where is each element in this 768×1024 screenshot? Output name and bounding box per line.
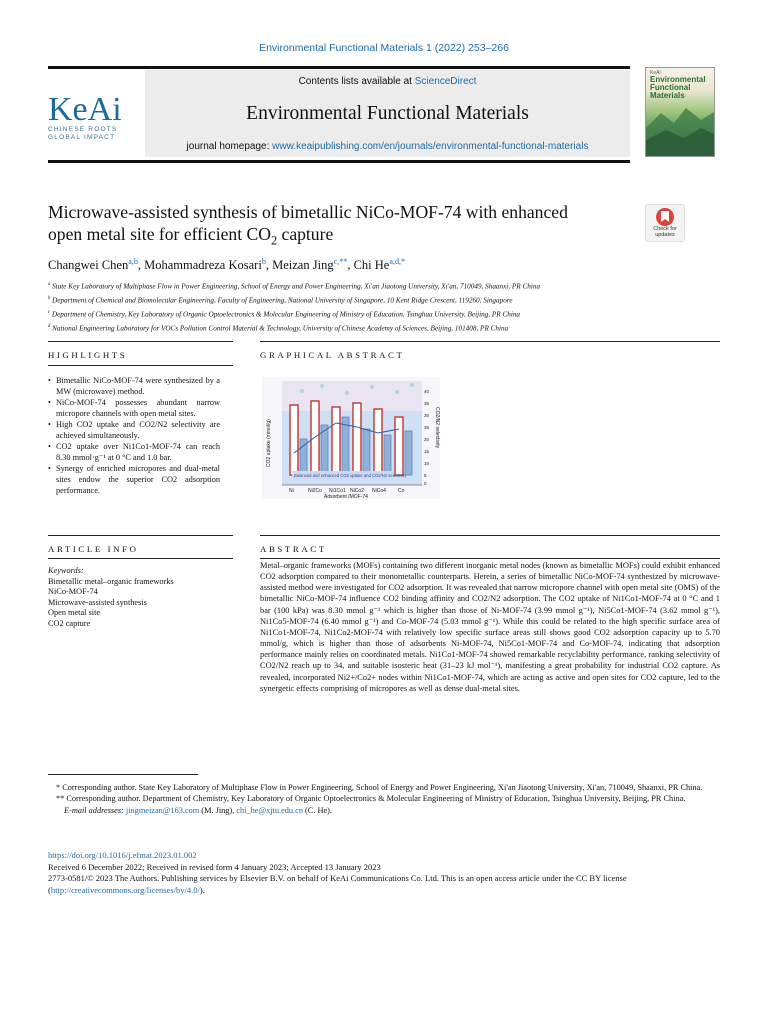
ga-caption: Balanced and enhanced CO2 uptake and CO2/N2 selectivity	[294, 473, 407, 478]
author-affil-sup[interactable]: a,b	[128, 257, 138, 266]
ga-rtick: 0	[424, 481, 427, 486]
author-name[interactable]: Mohammadreza Kosari	[144, 258, 262, 273]
footnote-item	[48, 782, 720, 793]
affiliation-key: c	[48, 309, 51, 315]
license-close: ).	[199, 884, 205, 895]
footnote-item	[48, 793, 720, 804]
homepage-label: journal homepage:	[186, 141, 273, 152]
ga-xtick: NiCo2	[350, 488, 364, 494]
ga-xtick: Co	[398, 488, 405, 494]
abstract-heading: ABSTRACT	[260, 544, 327, 554]
footnote-mark: *	[56, 783, 61, 792]
contents-prefix: Contents lists available at	[298, 76, 415, 87]
publication-info	[48, 850, 720, 896]
footnote-rule	[48, 774, 198, 775]
ga-xtick: Ni	[289, 488, 294, 494]
ga-rtick: 10	[424, 461, 430, 466]
check-for-updates-button[interactable]	[645, 204, 685, 242]
copyright-text: 2773-0581/© 2023 The Authors. Publishing services by Elsevier B.V. on behalf of KeAi Communications Co. Ltd. This is an open access article under the CC BY license	[48, 873, 627, 883]
keyword-item: Microwave-assisted synthesis	[48, 597, 147, 607]
affiliation-text: National Engineering Laboratory for VOCs Pollution Control Material & Technology, University of Chinese Academy of Sciences, Beijing, 101408, PR China	[52, 324, 509, 333]
keywords-label: Keywords:	[48, 566, 84, 575]
keyword-item: Bimetallic metal–organic frameworks	[48, 576, 174, 586]
affiliation-item	[48, 307, 540, 321]
author-name[interactable]: Meizan Jing	[272, 258, 334, 273]
ga-xtick: NiCo4	[372, 488, 386, 494]
abstract-under-rule	[260, 558, 720, 559]
highlights-rule	[48, 341, 233, 342]
ga-xtick: Ni1Co1	[329, 488, 346, 494]
ga-rtick: 20	[424, 437, 430, 442]
graphical-abstract-figure[interactable]	[262, 377, 440, 499]
article-info-heading: ARTICLE INFO	[48, 544, 139, 554]
title-line-2-pre: open metal site for efficient CO	[48, 224, 271, 244]
keyword-item: Open metal site	[48, 608, 101, 618]
article-info-rule	[48, 535, 233, 536]
highlight-item: • CO2 uptake over Ni1Co1-MOF-74 can reach 8.30 mmol·g⁻¹ at 0 °C and 1.0 bar.	[48, 441, 220, 463]
title-line-1: Microwave-assisted synthesis of bimetallic NiCo-MOF-74 with enhanced	[48, 202, 568, 222]
affiliations	[48, 279, 540, 335]
keai-tagline-1: CHINESE ROOTS	[48, 126, 118, 133]
cover-title-3: Materials	[650, 91, 685, 100]
cover-landscape-icon	[646, 68, 714, 156]
header-top-rule	[48, 66, 630, 69]
check-updates-text-1: Check for	[653, 226, 677, 232]
email-link[interactable]: chi_he@xjtu.edu.cn	[236, 805, 303, 815]
ga-xtick: Ni2Co	[308, 488, 322, 494]
affiliation-key: a	[48, 282, 51, 287]
email-line	[48, 805, 720, 816]
sciencedirect-link[interactable]: ScienceDirect	[414, 76, 477, 87]
highlight-item: • High CO2 uptake and CO2/N2 selectivity are achieved simultaneously.	[48, 419, 220, 441]
email-link[interactable]: jingmeizan@163.com	[125, 805, 200, 815]
license-open: (	[48, 884, 51, 895]
ga-xlabel: Adsorbent /MOF-74	[324, 494, 368, 499]
received-dates: Received 6 December 2022; Received in revised form 4 January 2023; Accepted 13 January 2023	[48, 861, 381, 872]
highlights-list	[48, 375, 220, 496]
cover-title-2: Functional	[650, 83, 691, 92]
affiliation-text: Department of Chemistry, Key Laboratory of Organic Optoelectronics & Molecular Engineering of Ministry of Education, Tsinghua University, Beijing, PR China	[51, 310, 521, 319]
contents-line	[145, 76, 630, 87]
affiliation-item	[48, 321, 540, 335]
article-title	[48, 201, 618, 252]
keai-logo	[48, 91, 138, 142]
affiliation-text: State Key Laboratory of Multiphase Flow in Power Engineering, School of Energy and Power Engineering, Xi'an Jiaotong University, Xi'an, 710049, Shaanxi, PR China	[52, 282, 541, 291]
ga-rtick: 40	[424, 389, 430, 394]
email-label: E-mail addresses:	[64, 805, 124, 815]
ga-rtick: 25	[424, 425, 430, 430]
author-affil-sup[interactable]: a,d,*	[389, 257, 406, 266]
affiliation-item	[48, 279, 540, 293]
keai-tagline-2: GLOBAL IMPACT	[48, 134, 116, 141]
ga-rtick: 5	[424, 473, 427, 478]
abstract-rule	[260, 535, 720, 536]
highlights-under-rule	[48, 365, 233, 366]
license-line	[48, 885, 720, 897]
author-name[interactable]: Chi He	[353, 258, 390, 273]
highlight-item: • NiCo-MOF-74 possesses abundant narrow micropore channels with open metal sites.	[48, 397, 220, 419]
email-owner: (M. Jing),	[199, 805, 237, 815]
article-info-under-rule	[48, 558, 233, 559]
affiliation-key: b	[48, 295, 51, 301]
journal-cover-image[interactable]	[645, 67, 715, 157]
doi-link[interactable]: https://doi.org/10.1016/j.efmat.2023.01.002	[48, 850, 197, 860]
email-owner: (C. He).	[302, 805, 332, 815]
homepage-link[interactable]: www.keaipublishing.com/en/journals/environmental-functional-materials	[272, 141, 589, 152]
affiliation-text: Department of Chemical and Biomolecular Engineering, Faculty of Engineering, National University of Singapore, 10 Kent Ridge Crescent, 119260, Singapore	[52, 296, 513, 305]
keyword-item: CO2 capture	[48, 618, 91, 628]
copyright-line	[48, 873, 720, 885]
highlights-heading: HIGHLIGHTS	[48, 350, 128, 360]
title-line-2-sub: 2	[270, 233, 278, 248]
abstract-body: Metal–organic frameworks (MOFs) containing two different inorganic metal nodes (known as bimetallic MOFs) could exhibit enhanced CO2 adsorption compared to their monometallic counterparts. Herein, a series of bimetallic NiCo-MOF-74 synthesized by microwave-assisted method were investigated for CO2 adsorption. It was revealed that narrow micropore channel with open metal site (OMS) of the bimetallic NiCo-MOF-74 influence CO2 binding affinity and CO2/N2 adsorption. The CO2 uptake of Ni1Co1-MOF-74 at 0 °C and 1 bar (100 kPa) was 8.30 mmol g⁻¹ which is higher than those of Ni-MOF-74 (3.99 mmol g⁻¹), Ni5Co1-MOF-74 (3.62 mmol g⁻¹), Ni1Co5-MOF-74 (6.40 mmol g⁻¹) and Co-MOF-74 (5.03 mmol g⁻¹). While this could be related to the high specific surface area of Ni1Co1-MOF-74, Ni1Co2-MOF-74 with relatively low specific surface areas still shows good CO2 adsorption capacity up to 5.70 mmol/g, which is higher than those of adsorbents Ni-MOF-74, Ni5Co1-MOF-74 and Co-MOF-74, indicating that adsorption performance mainly relies on coordinated metals. Ni1Co1-MOF-74 showed remarkable recyclability performance, ranking selectivity of CO2/N2 reach up to 34, and suitable isosteric heat (31–23 kJ mol⁻¹), manifesting a great probability for industrial CO2 capture. As revealed, incorporated Ni2+/Co2+ nodes within Ni1Co1-MOF-74, which are acting as active and open sites for CO2 capture, led to the synergetic effects comprising of micropores as well as dense dual-metal sites.	[260, 561, 720, 693]
graphical-abstract-rule	[260, 341, 720, 342]
author-affil-sup[interactable]: b	[261, 257, 266, 266]
check-updates-icon	[646, 206, 684, 228]
keywords-block	[48, 566, 228, 630]
license-link[interactable]: http://creativecommons.org/licenses/by/4.0/	[50, 884, 200, 895]
footnote-text: Corresponding author. Department of Chemistry, Key Laboratory of Organic Optoelectronics & Molecular Engineering of Ministry of Education, Tsinghua University, Beijing, PR China.	[66, 794, 686, 804]
keai-logo-word: KeAi	[48, 91, 122, 128]
footnote-mark: **	[56, 794, 65, 804]
highlight-item: • Bimetallic NiCo-MOF-74 were synthesized by a MW (microwave) method.	[48, 375, 220, 397]
affiliation-item	[48, 293, 540, 307]
cover-title-1: Environmental	[650, 75, 706, 84]
journal-citation[interactable]: Environmental Functional Materials 1 (2022) 253–266	[259, 42, 509, 54]
title-line-2-post: capture	[277, 224, 334, 244]
ga-ylabel-right: CO2/N2 selectivity	[434, 407, 440, 449]
graphical-abstract-image	[262, 377, 440, 499]
graphical-abstract-heading: GRAPHICAL ABSTRACT	[260, 350, 405, 360]
author-affil-sup[interactable]: c,**	[333, 257, 348, 266]
cover-brand: KeAi	[650, 70, 661, 76]
author-list: Changwei Chen$^{a,b}$, Mohammadreza Kosari$^b$, Meizan Jing$^{c,**}$, Chi $He^{a,d,*}$	[48, 257, 406, 273]
journal-homepage	[145, 141, 630, 152]
footnote-text: Corresponding author. State Key Laboratory of Multiphase Flow in Power Engineering, School of Energy and Power Engineering, Xi'an Jiaotong University, Xi'an, 710049, Shaanxi, PR China.	[62, 783, 703, 792]
affiliation-key: d	[48, 323, 51, 329]
footnotes	[48, 782, 720, 816]
ga-rtick: 15	[424, 449, 430, 454]
keyword-item: NiCo-MOF-74	[48, 587, 98, 597]
title-line-2	[48, 223, 618, 252]
ga-ylabel-left: CO2 uptake (mmol/g)	[266, 419, 272, 467]
header-bottom-rule	[48, 160, 630, 163]
ga-rtick: 35	[424, 401, 430, 406]
journal-title: Environmental Functional Materials	[246, 103, 529, 124]
ga-rtick: 30	[424, 413, 430, 418]
author-name[interactable]: Changwei Chen	[48, 258, 129, 273]
highlight-item: • Synergy of enriched micropores and dual-metal sites endow the superior CO2 adsorption performance.	[48, 463, 220, 496]
check-updates-text-2: updates	[655, 232, 675, 238]
